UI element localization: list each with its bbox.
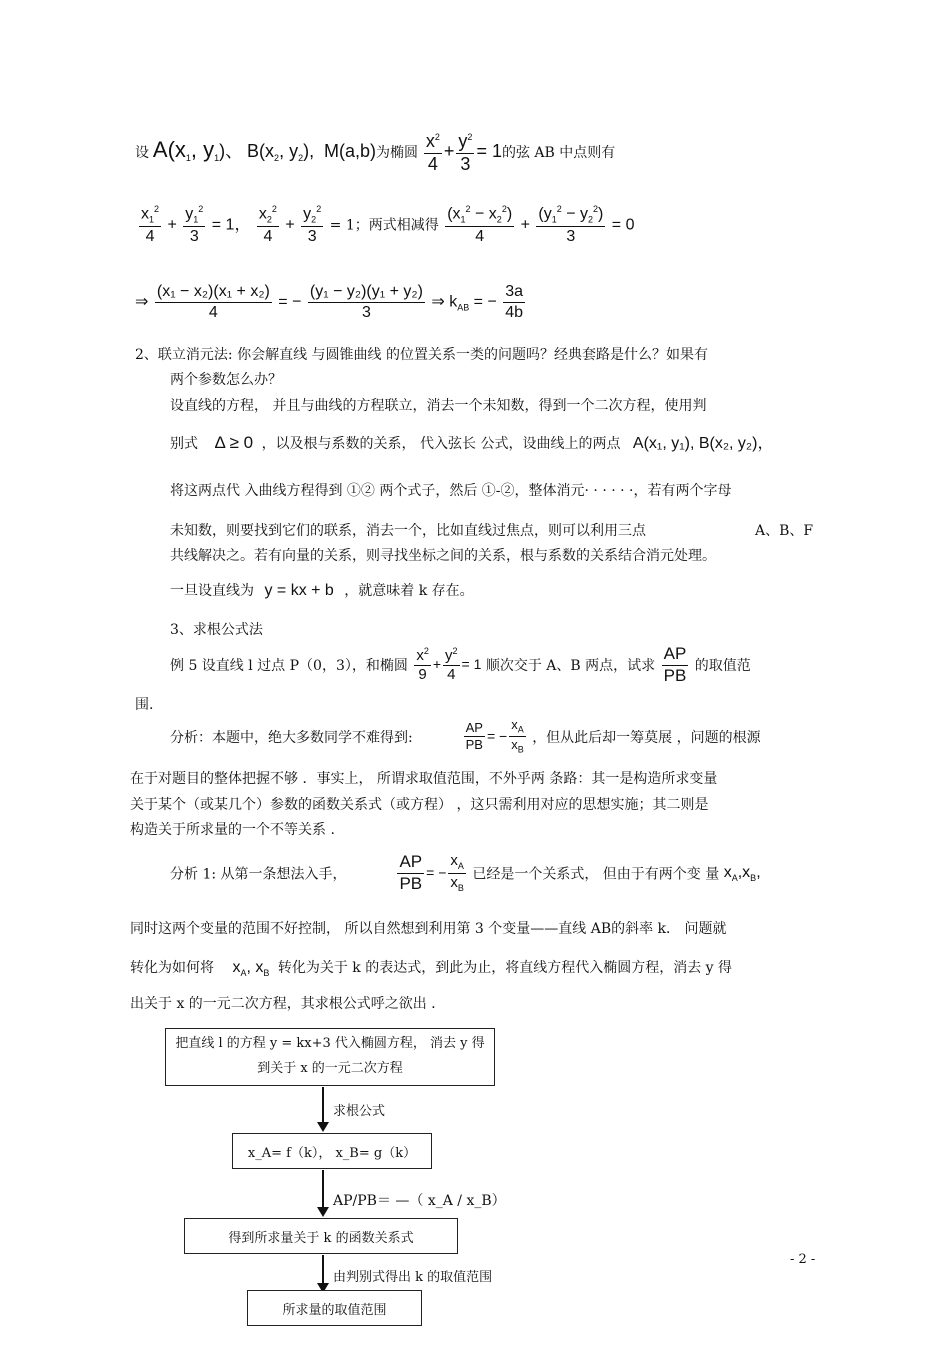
- plus-sign: +: [443, 141, 455, 161]
- analysis1-line2: 同时这两个变量的范围不好控制， 所以自然想到利用第 3 个变量——直线 AB的斜率 k． 问题就: [130, 921, 727, 937]
- flow-arrow-3: [322, 1255, 324, 1284]
- sec2-line2: 两个参数怎么办？: [170, 372, 282, 388]
- eq3-line: ⇒ $\frac{\text{(x₁ − x₂)(x₁ + x₂)}}{4}$ = − $\frac{\text{(y₁ − y₂)(y₁ + y₂)}}{3}$ ⇒ $k_{AB}$ = − $\frac{3a}{4b}$: [135, 283, 524, 321]
- sec2-line3: 设直线的方程， 并且与曲线的方程联立，消去一个未知数，得到一个二次方程，使用判: [170, 398, 707, 414]
- frac-diff-x: $\frac{(x_1^2 - x_2^2)}{4}$: [447, 204, 513, 246]
- ellipse-frac-y: $\frac{y^2}{3}$: [458, 131, 473, 174]
- sec2-line4: 别式 Δ ≥ 0 ，以及根与系数的关系， 代入弦长 公式，设曲线上的两点 A(x₁, y₁), B(x₂, y₂)，: [170, 433, 774, 452]
- example-line: 例 5 设直线 l 过点 P（0，3），和椭圆 $\frac{x^2}{9}$ + $\frac{y^2}{4}$ = 1 顺次交于 A、B 两点，试求 $\frac{AP}{PB}$ 的取值范: [170, 644, 751, 685]
- flow-box-range: [247, 1290, 422, 1326]
- point-b-label: B(x: [247, 141, 275, 161]
- analysis1-line1: 分析 1: 从第一条想法入手， $\frac{AP}{PB}$ = − $\frac{x_A}{x_B}$ 已经是一个关系式， 但由于有两个变 量 $x_A,x_B$,: [170, 852, 761, 893]
- flow-arrow-1: [322, 1087, 324, 1123]
- point-m-label: M(a,b): [323, 141, 376, 161]
- frac-result: $\frac{3a}{4b}$: [505, 283, 524, 321]
- frac-diff-y: $\frac{(y_1^2 - y_2^2)}{3}$: [538, 204, 604, 246]
- flow-arrow2-label: AP/PB＝ —（ x_A / x_B）: [333, 1193, 506, 1209]
- eq2-equals-1: = 1，: [211, 216, 251, 234]
- analysis1-frac-xa-xb: $\frac{x_A}{x_B}$: [450, 852, 464, 893]
- eq1-line: 设 $A(x_1$, $y_1$)、 $B(x_2$, $y_2$), M(a,b)为椭圆 $\frac{x^2}{4}$ + $\frac{y^2}{3}$ = 1的弦 AB 中点则有: [135, 131, 616, 174]
- flow-box1-line1: 把直线 l 的方程 y = kx+3 代入椭圆方程， 消去 y 得: [175, 1036, 485, 1052]
- frac-y2: $\frac{y_2^2}{3}$: [303, 204, 322, 246]
- point-a-close: )、: [219, 141, 244, 161]
- page-number: - 2 -: [790, 1252, 816, 1267]
- frac-x1: $\frac{x_1^2}{4}$: [141, 204, 160, 246]
- flow-box1-line2: 到关于 x 的一元二次方程: [257, 1061, 403, 1076]
- variables-xa-xb: $x_A,x_B$,: [723, 863, 761, 883]
- point-b-close: ),: [303, 141, 315, 161]
- example-line2: 围.: [135, 697, 154, 713]
- sec2-title: 2、联立消元法: 你会解直线 与圆锥曲线 的位置关系一类的问题吗？经典套路是什么？如果有: [135, 347, 708, 363]
- analysis-frac-ap-pb: $\frac{AP}{PB}$: [465, 720, 483, 753]
- flow-box-substitute: [165, 1028, 495, 1086]
- flow-arrow-2: [322, 1170, 324, 1208]
- sec2-line7: 共线解决之。若有向量的关系，则寻找坐标之间的关系，根与系数的关系结合消元处理。: [170, 548, 716, 564]
- implies-symbol-2: ⇒: [431, 293, 445, 311]
- flow-box4-text: 所求量的取值范围: [282, 1302, 387, 1318]
- eq2-line: $\frac{x_1^2}{4}$ + $\frac{y_1^2}{3}$ = 1， $\frac{x_2^2}{4}$ + $\frac{y_2^2}{3}$ = 1；两式相减得 $\frac{(x_1^2 - x_2^2)}{4}$ + $\frac{(y_1^2 - y_2^2)}{3}$ = 0: [141, 204, 635, 246]
- analysis1-line3: 转化为如何将 $x_A$, $x_B$ 转化为关于 k 的表达式，到此为止，将直线方程代入椭圆方程，消去 y 得: [130, 959, 733, 979]
- sec2-line6-points: A、B、F: [755, 523, 814, 539]
- analysis-line3: 关于某个（或某几个）参数的函数关系式（或方程） ，这只需利用对应的思想实施；其二则是: [130, 797, 709, 813]
- equals-one: = 1: [476, 141, 502, 161]
- sec2-line5: 将这两点代 入曲线方程得到 ①② 两个式子，然后 ①-②，整体消元· · · · · ·，若有两个字母: [170, 483, 732, 499]
- analysis-line1: 分析：本题中，绝大多数同学不难得到: $\frac{AP}{PB}$ = − $\frac{x_A}{x_B}$ ，但从此后却一筹莫展 ，问题的根源: [170, 717, 761, 756]
- frac-product-x: $\frac{\text{(x₁ − x₂)(x₁ + x₂)}}{4}$: [156, 283, 270, 321]
- flow-arrow1-label: 求根公式: [333, 1104, 386, 1119]
- analysis-frac-xa-xb: $\frac{x_A}{x_B}$: [511, 717, 524, 756]
- flow-arrow3-label: 由判别式得出 k 的取值范围: [333, 1270, 493, 1285]
- discriminant-condition: Δ ≥ 0: [214, 433, 254, 452]
- example-frac-ap-pb: $\frac{AP}{PB}$: [663, 644, 687, 685]
- sec2-line8: 一旦设直线为 y = kx + b ，就意味着 k 存在。: [170, 582, 474, 599]
- line-equation: y = kx + b: [264, 582, 334, 599]
- frac-y1: $\frac{y_1^2}{3}$: [185, 204, 204, 246]
- flow-box-function: [184, 1218, 458, 1254]
- frac-x2: $\frac{x_2^2}{4}$: [258, 204, 277, 246]
- analysis-line2: 在于对题目的整体把握不够 ．事实上， 所谓求取值范围，不外乎两 条路：其一是构造所求变量: [130, 771, 718, 787]
- point-a-label: A(x: [152, 137, 186, 162]
- two-points: A(x₁, y₁), B(x₂, y₂)，: [632, 435, 774, 452]
- variables-xa-xb-2: $x_A$, $x_B$: [232, 959, 270, 979]
- eq1-prefix: 设: [135, 145, 149, 161]
- analysis-line4: 构造关于所求量的一个不等关系 .: [130, 822, 335, 838]
- eq2-equals-0: = 0: [611, 216, 635, 234]
- analysis1-frac-ap-pb: $\frac{AP}{PB}$: [399, 852, 423, 893]
- flow-box-roots: [232, 1133, 432, 1169]
- point-b-mid: , y: [279, 141, 299, 161]
- frac-product-y: $\frac{\text{(y₁ − y₂)(y₁ + y₂)}}{3}$: [309, 283, 423, 321]
- flow-box3-text: 得到所求量关于 k 的函数关系式: [228, 1230, 414, 1246]
- implies-symbol-1: ⇒: [135, 293, 149, 311]
- sec2-line6: 未知数，则要找到它们的联系，消去一个，比如直线过焦点，则可以利用三点: [170, 523, 646, 539]
- analysis1-line4: 出关于 x 的一元二次方程，其求根公式呼之欲出 ．: [130, 996, 446, 1012]
- ellipse-intro: 为椭圆: [376, 145, 418, 161]
- ellipse-frac-x: $\frac{x^2}{4}$: [425, 131, 440, 174]
- eq1-tail: 的弦 AB 中点则有: [501, 145, 616, 161]
- eq2-subtract-text: = 1；两式相减得: [329, 217, 439, 234]
- slope-k: k: [449, 293, 458, 311]
- sec3-title: 3、求根公式法: [170, 622, 263, 638]
- flow-box2-text: x_A= f（k）， x_B= g（k）: [247, 1145, 417, 1161]
- example-frac-y: $\frac{y^2}{4}$: [445, 645, 458, 684]
- example-frac-x: $\frac{x^2}{9}$: [416, 645, 429, 684]
- slope-k-sub: AB: [457, 302, 470, 313]
- point-a-y: , y: [190, 137, 215, 162]
